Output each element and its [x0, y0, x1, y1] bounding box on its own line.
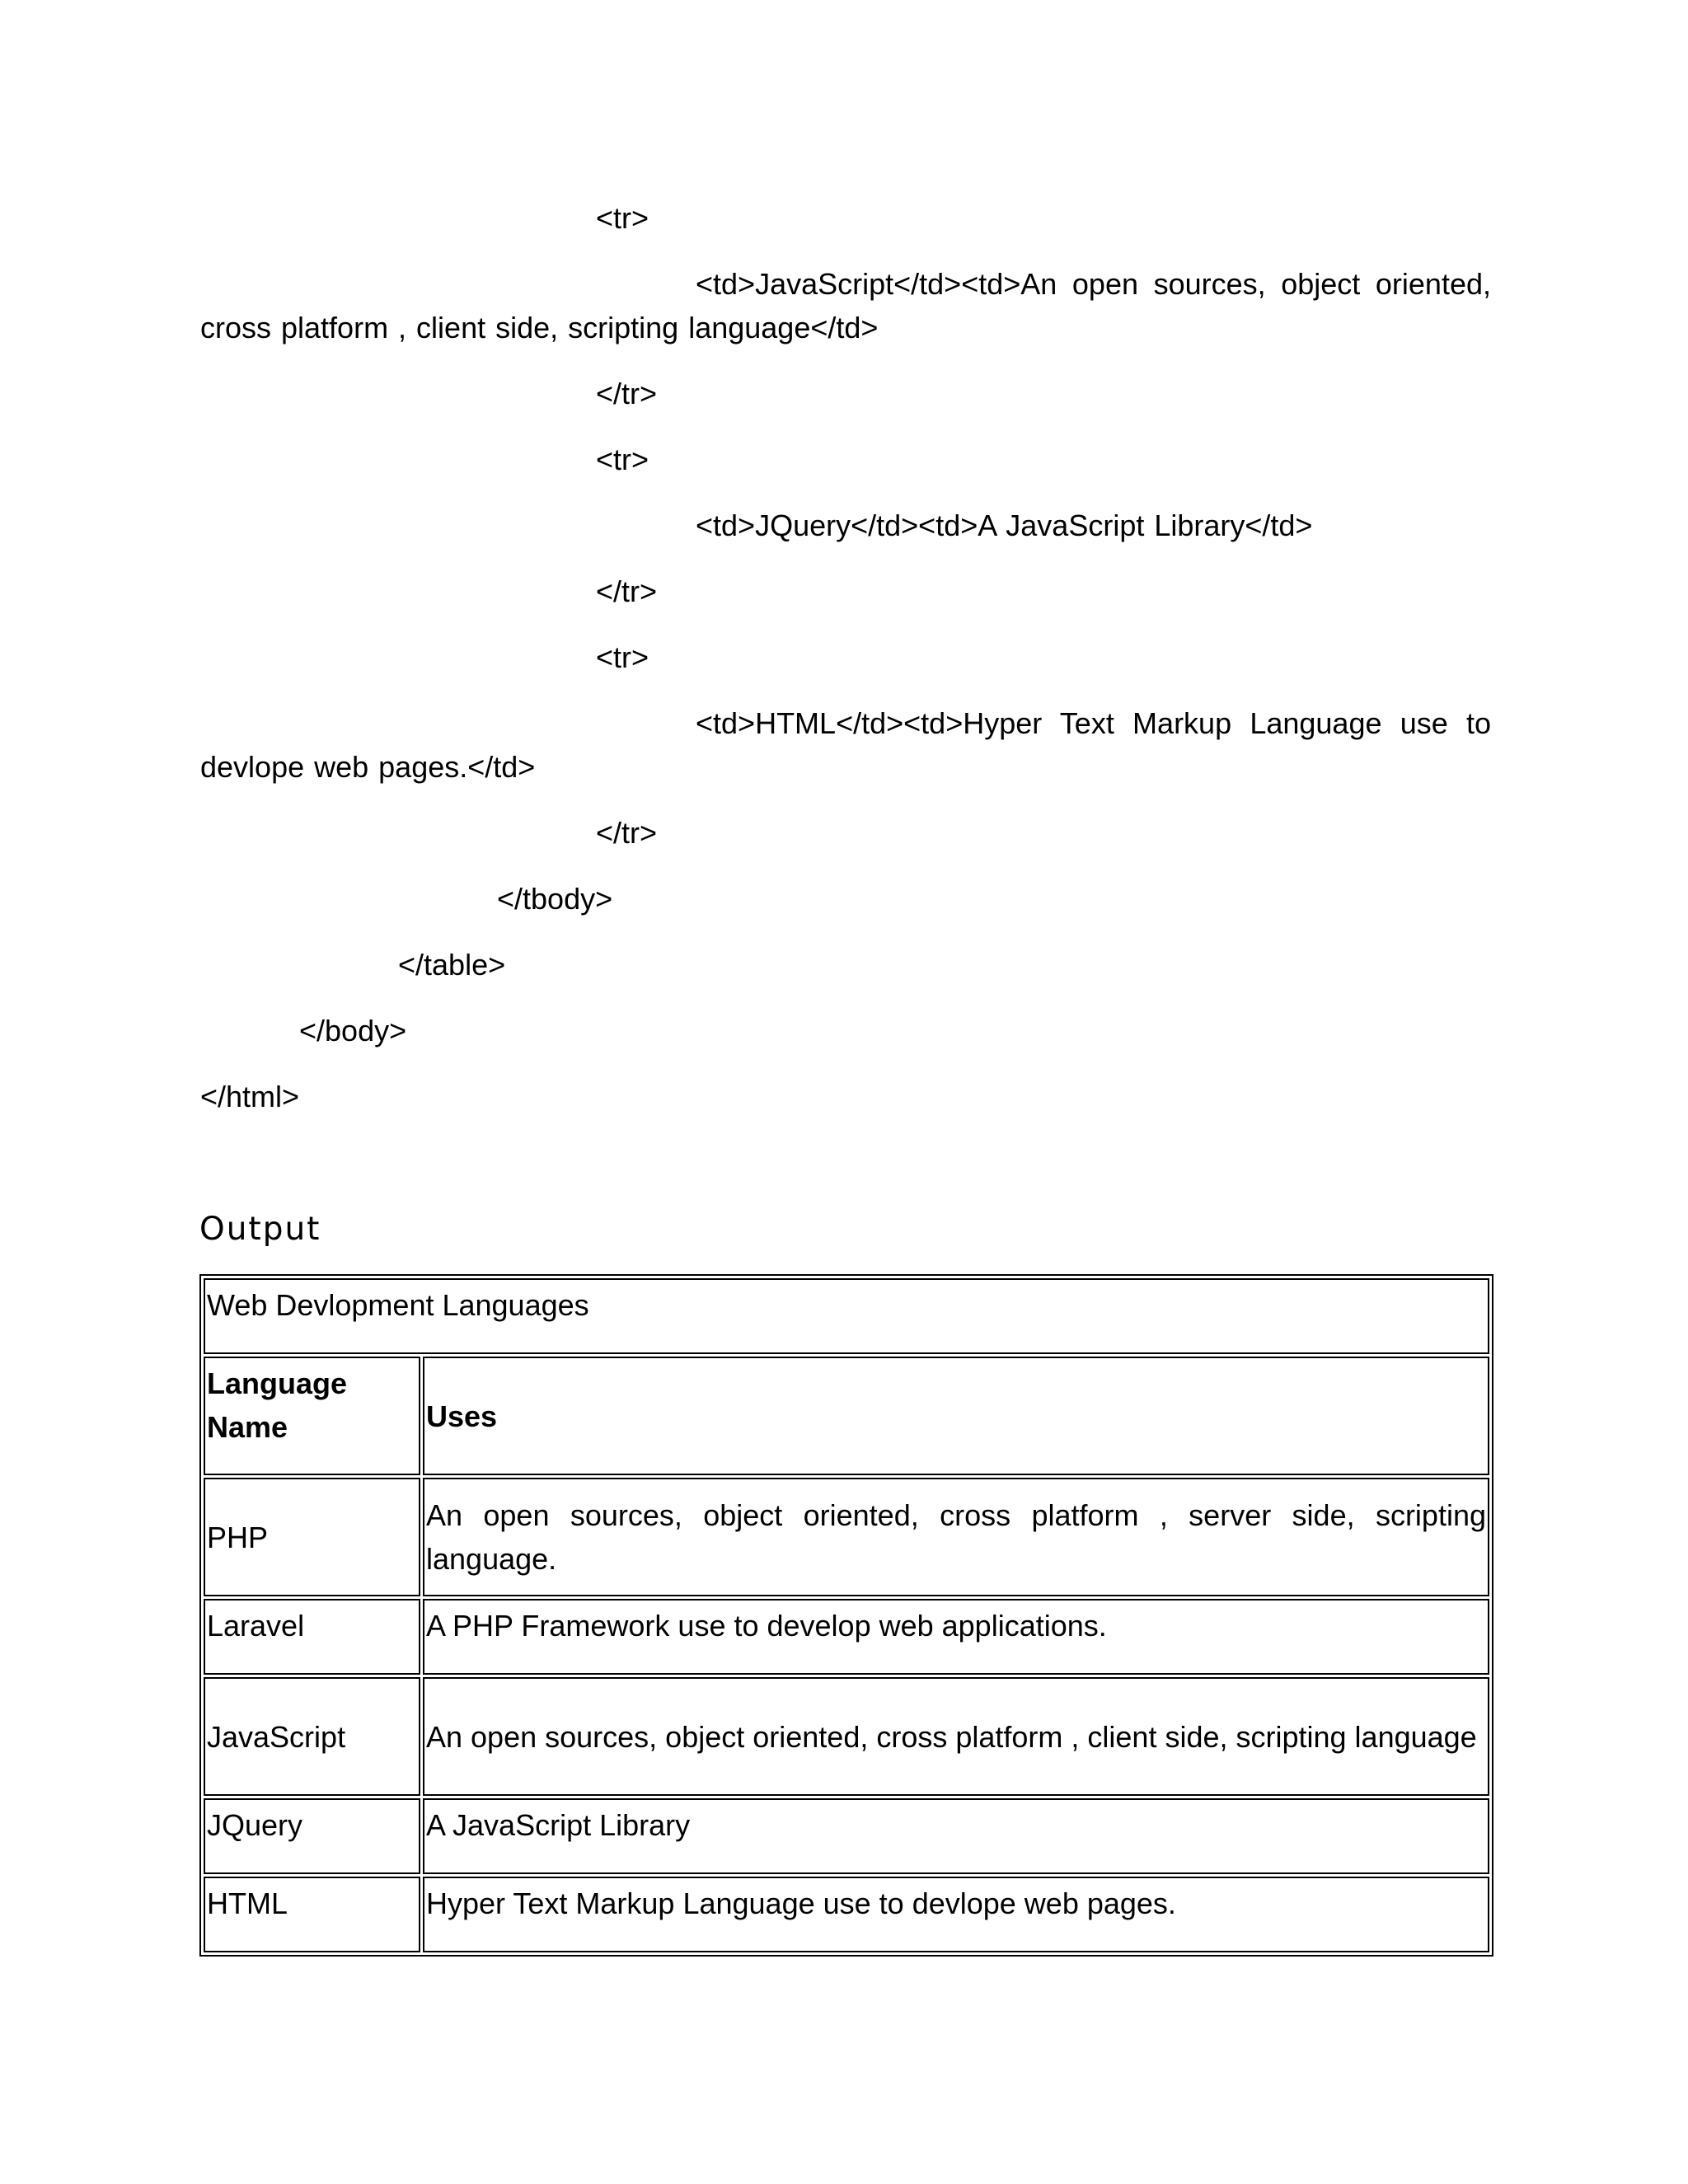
code-line: </table>: [398, 948, 506, 982]
code-line: <tr>: [596, 640, 649, 674]
table-caption-row: [204, 1278, 1489, 1354]
code-line: <td>JQuery</td><td>A JavaScript Library</td>: [696, 509, 1313, 542]
language-cell: JQuery: [204, 1798, 420, 1874]
code-line: <td>HTML</td><td>Hyper Text Markup Language use to devlope web pages.</td>: [200, 706, 1502, 784]
language-cell: HTML: [204, 1877, 420, 1952]
language-cell: PHP: [204, 1478, 420, 1596]
uses-cell: An open sources, object oriented, cross platform , client side, scripting language: [423, 1677, 1489, 1796]
html-code-listing: [200, 196, 1502, 1141]
language-cell: Laravel: [204, 1599, 420, 1675]
table-row: [204, 1877, 1489, 1952]
table-row: [204, 1599, 1489, 1675]
table-header-row: [204, 1357, 1489, 1475]
code-line: </tr>: [596, 377, 658, 410]
uses-cell: Hyper Text Markup Language use to devlope web pages.: [423, 1877, 1489, 1952]
code-line: <tr>: [596, 201, 649, 235]
code-line: <tr>: [596, 443, 649, 476]
uses-cell: A JavaScript Library: [423, 1798, 1489, 1874]
code-line: </body>: [299, 1014, 407, 1047]
code-line: </html>: [200, 1080, 300, 1113]
output-heading: Output: [199, 1211, 321, 1248]
table-caption: Web Devlopment Languages: [204, 1278, 1489, 1354]
table-row: [204, 1478, 1489, 1596]
header-language-name: Language Name: [204, 1357, 420, 1475]
languages-table: [199, 1274, 1493, 1957]
uses-cell: A PHP Framework use to develop web applications.: [423, 1599, 1489, 1675]
table-row: [204, 1798, 1489, 1874]
table-row: [204, 1677, 1489, 1796]
header-uses: Uses: [423, 1357, 1489, 1475]
code-line: </tr>: [596, 574, 658, 608]
code-line: <td>JavaScript</td><td>An open sources, object oriented, cross platform , client side, scripting language</td>: [200, 267, 1502, 344]
language-cell: JavaScript: [204, 1677, 420, 1796]
code-line: </tr>: [596, 816, 658, 850]
uses-cell: An open sources, object oriented, cross platform , server side, scripting language.: [423, 1478, 1489, 1596]
code-line: </tbody>: [497, 882, 613, 916]
